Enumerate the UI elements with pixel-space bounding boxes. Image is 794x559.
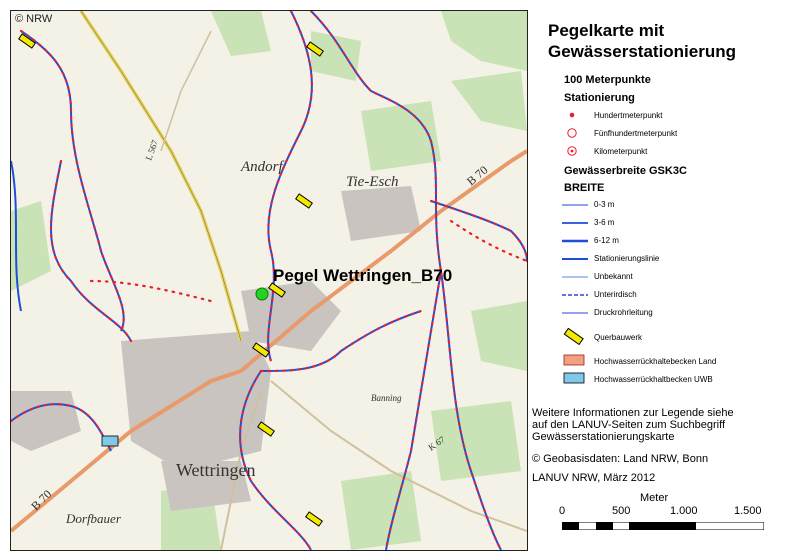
scale-tick-1000: 1.000 <box>670 505 698 517</box>
info-line-1: Weitere Informationen zur Legende siehe <box>532 407 734 419</box>
querbauwerk-icon <box>564 328 583 344</box>
legend-panel <box>532 10 790 549</box>
legend-querbauwerk: Querbauwerk <box>594 333 643 342</box>
map-copyright: © NRW <box>15 13 53 25</box>
info-line-2: auf den LANUV-Seiten zum Suchbegriff <box>532 419 726 431</box>
legend-width-3: Stationierungslinie <box>594 254 660 263</box>
legend-item-fuenfhundert: Fünfhundertmeterpunkt <box>594 129 678 138</box>
hrb-uwb-icon[interactable] <box>102 436 118 446</box>
label-tie-esch: Tie-Esch <box>346 174 399 190</box>
legend-section-points: 100 Meterpunkte <box>564 74 651 86</box>
legend-title-line1: Pegelkarte mit <box>548 21 665 40</box>
label-wettringen: Wettringen <box>176 460 256 480</box>
legend-width-1: 3-6 m <box>594 218 615 227</box>
legend-line-symbols <box>562 198 592 318</box>
lanuv-credit: LANUV NRW, März 2012 <box>532 472 656 484</box>
legend-info-text <box>532 407 734 443</box>
label-dorfbauer: Dorfbauer <box>66 511 121 526</box>
legend-width-2: 6-12 m <box>594 236 619 245</box>
scale-bar <box>562 522 764 530</box>
scale-bar-title: Meter <box>640 492 669 504</box>
legend-point-symbols <box>562 110 586 170</box>
scale-tick-500: 500 <box>612 505 631 517</box>
geobasis-credit: © Geobasisdaten: Land NRW, Bonn <box>532 453 709 465</box>
legend-hrb-land: Hochwasserrückhaltebecken Land <box>594 357 717 366</box>
legend-title <box>548 20 736 62</box>
label-k67: K 67 <box>426 434 447 453</box>
circle-icon <box>568 129 576 137</box>
legend-item-kilometer: Kilometerpunkt <box>594 147 648 156</box>
legend-hrb-uwb: Hochwasserrückhaltbecken UWB <box>594 375 713 384</box>
legend-width-6: Druckrohrleitung <box>594 308 653 317</box>
hrb-land-icon <box>564 355 584 365</box>
scale-tick-0: 0 <box>559 505 566 517</box>
hrb-uwb-legend-icon <box>564 373 584 383</box>
legend-section-breite: BREITE <box>564 182 605 194</box>
label-b70-sw: B 70 <box>28 486 55 514</box>
scale-tick-1500: 1.500 <box>734 505 762 517</box>
legend-section-width: Gewässerbreite GSK3C <box>564 165 687 177</box>
legend-area-symbols <box>562 328 592 388</box>
legend-width-0: 0-3 m <box>594 200 615 209</box>
legend-item-hundert: Hundertmeterpunkt <box>594 111 663 120</box>
dot-icon <box>570 113 575 118</box>
map-panel[interactable] <box>10 10 528 551</box>
label-b70-ne: B 70 <box>463 162 491 189</box>
label-l567: L 567 <box>143 138 161 162</box>
legend-width-4: Unbekannt <box>594 272 633 281</box>
pegel-label: Pegel Wettringen_B70 <box>273 266 453 285</box>
label-andorf: Andorf <box>241 159 283 175</box>
legend-section-station: Stationierung <box>564 92 635 104</box>
label-banning: Banning <box>371 393 402 403</box>
legend-width-5: Unterirdisch <box>594 290 637 299</box>
legend-title-line2: Gewässerstationierung <box>548 42 737 61</box>
info-line-3: Gewässerstationierungskarte <box>532 431 675 443</box>
pegel-marker-icon[interactable] <box>256 288 268 300</box>
